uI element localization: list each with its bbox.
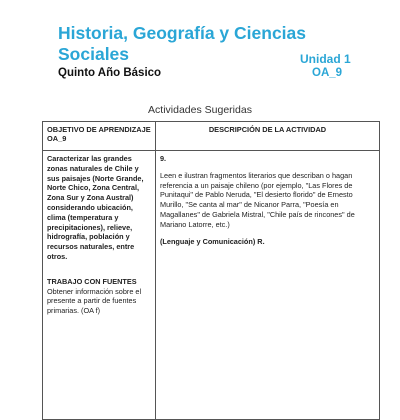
objective-code-label: OA_9 [312, 67, 343, 79]
activity-text: Leen e ilustran fragmentos literarios que describan o hagan referencia a un paisaje chileno (por ejemplo, "Las Flores de Punitaqui" de Pablo Neruda, "El desierto florido" de Ernesto Murillo, "Se canta al mar" de Nicanor Parra, "Poesía en Magallanes" de Gabriela Mistral, "Chile país de rincones" de Mariano Latorre, etc.) [160, 170, 355, 229]
skill-title: TRABAJO CON FUENTES [47, 276, 137, 286]
activities-table [42, 121, 380, 420]
activity-link: (Lenguaje y Comunicación) R. [160, 236, 265, 246]
description-header-cell: DESCRIPCIÓN DE LA ACTIVIDAD [156, 122, 380, 151]
table-body-row [43, 151, 380, 420]
subject-title: Historia, Geografía y Ciencias Sociales [58, 23, 307, 64]
objective-text: Caracterizar las grandes zonas naturales de Chile y sus paisajes (Norte Grande, Norte Chico, Zona Central, Zona Sur y Zona Austral) considerando ubicación, clima (temperatura y precipitaciones), relieve, hidrografía, población y recursos naturales, entre otros. [47, 154, 144, 261]
unit-label: Unidad 1 [300, 52, 351, 66]
objective-cell [43, 151, 156, 420]
grade-label: Quinto Año Básico [58, 67, 162, 79]
activity-cell [156, 151, 380, 420]
objective-header-cell: OBJETIVO DE APRENDIZAJE OA_9 [43, 122, 156, 151]
activity-number: 9. [160, 154, 167, 163]
section-title: Actividades Sugeridas [148, 104, 252, 116]
skill-text: Obtener información sobre el presente a partir de fuentes primarias. (OA f) [47, 286, 142, 316]
table-header-row [43, 122, 380, 151]
